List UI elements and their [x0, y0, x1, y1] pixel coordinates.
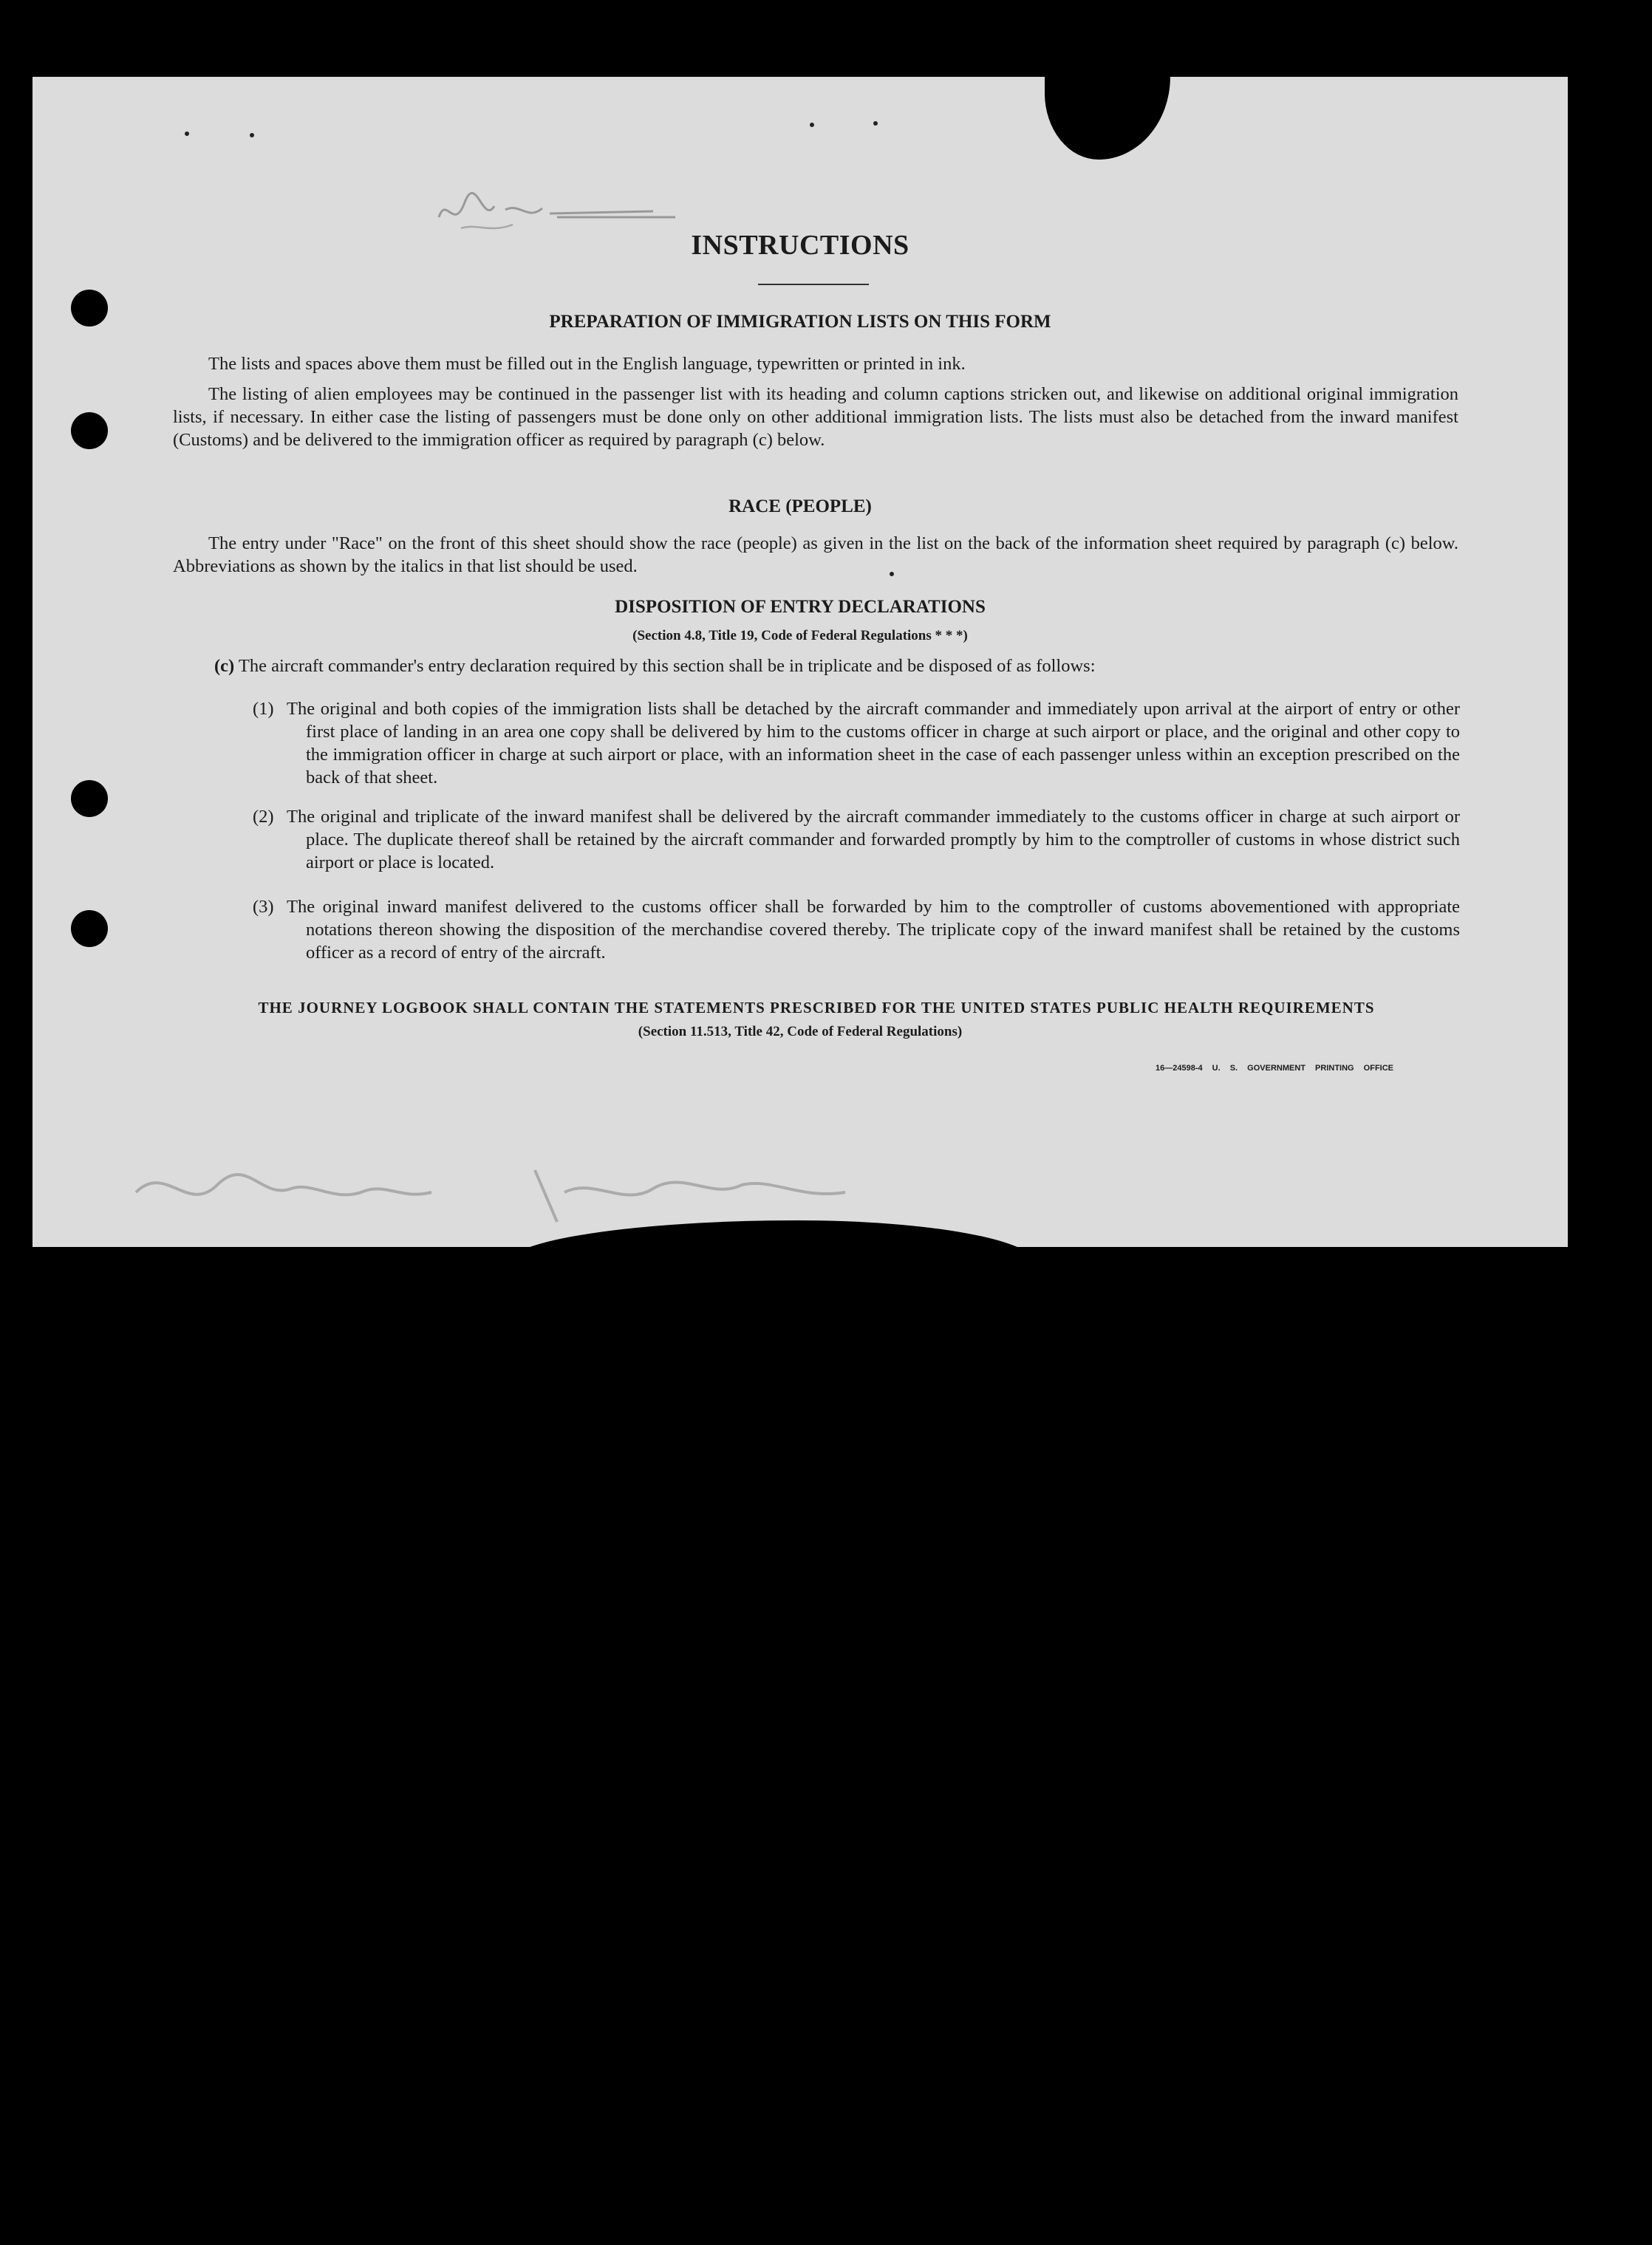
torn-edge-top: [1045, 72, 1170, 160]
speck: [873, 121, 878, 126]
printer-imprint: 16—24598-4 U. S. GOVERNMENT PRINTING OFFICE: [1156, 1064, 1394, 1073]
punch-hole-icon: [71, 780, 108, 817]
signature-image: [121, 1148, 897, 1229]
title-underline: [758, 284, 869, 285]
punch-hole-icon: [71, 910, 108, 947]
citation-section-4-8: (Section 4.8, Title 19, Code of Federal Regulations * * *): [632, 628, 968, 643]
citation-section-11-513: (Section 11.513, Title 42, Code of Federal Regulations): [638, 1024, 963, 1039]
item-number: (3): [253, 897, 274, 917]
list-item: [253, 697, 1460, 789]
list-item: [253, 895, 1460, 964]
item-text: The original inward manifest delivered to the customs officer shall be forwarded by him to the comptroller of customs abovementioned with appropriate notations thereon showing the disposition of the merchandise covered thereby. The triplicate copy of the inward manifest shall be retained by the customs officer as a record of entry of the aircraft.: [287, 897, 1460, 963]
journey-logbook-statement: THE JOURNEY LOGBOOK SHALL CONTAIN THE STATEMENTS PRESCRIBED FOR THE UNITED STATES PUBLIC HEALTH REQUIREMENTS: [258, 999, 1375, 1016]
list-item: [253, 805, 1460, 874]
speck: [810, 123, 814, 127]
paragraph-alien-employees: The listing of alien employees may be continued in the passenger list with its heading and column captions stricken out, and likewise on additional original immigration lists, if necessary. In either case the listing of passengers must be done only on other additional immigration lists. The lists must also be detached from the inward manifest (Customs) and be delivered to the immigration officer as required by paragraph (c) below.: [173, 384, 1458, 450]
paragraph-c-label: (c): [214, 656, 235, 676]
heading-disposition: DISPOSITION OF ENTRY DECLARATIONS: [615, 597, 986, 617]
punch-hole-icon: [71, 412, 108, 449]
paragraph-c-text: The aircraft commander's entry declaration required by this section shall be in triplicate and be disposed of as follows:: [238, 656, 1096, 676]
heading-preparation: PREPARATION OF IMMIGRATION LISTS ON THIS FORM: [549, 312, 1051, 332]
speck: [185, 131, 189, 136]
paragraph-c-intro: [214, 655, 1463, 677]
item-number: (1): [253, 699, 274, 719]
form-sheet: [33, 77, 1568, 1247]
page-title: INSTRUCTIONS: [691, 230, 909, 261]
item-number: (2): [253, 807, 274, 827]
paragraph-race: The entry under "Race" on the front of this sheet should show the race (people) as given in the list on the back of the information sheet required by paragraph (c) below. Abbreviations as shown by the italics in that list should be used.: [173, 533, 1458, 576]
speck: [250, 133, 254, 137]
item-text: The original and triplicate of the inward manifest shall be delivered by the aircraft commander immediately to the customs officer in charge at such airport or place. The duplicate thereof shall be retained by the aircraft commander and forwarded promptly by him to the comptroller of customs in whose district such airport or place is located.: [287, 807, 1460, 872]
item-text: The original and both copies of the immigration lists shall be detached by the aircraft commander and immediately upon arrival at the airport of entry or other first place of landing in an area one copy shall be delivered by him to the customs officer in charge at such airport or place, and the original and other copy to the immigration officer in charge at such airport or place, with an information sheet in the case of each passenger unless within an exception prescribed on the back of that sheet.: [287, 699, 1460, 787]
heading-race: RACE (PEOPLE): [728, 496, 872, 516]
paragraph-english-language: The lists and spaces above them must be filled out in the English language, typewritten or printed in ink.: [208, 354, 966, 374]
